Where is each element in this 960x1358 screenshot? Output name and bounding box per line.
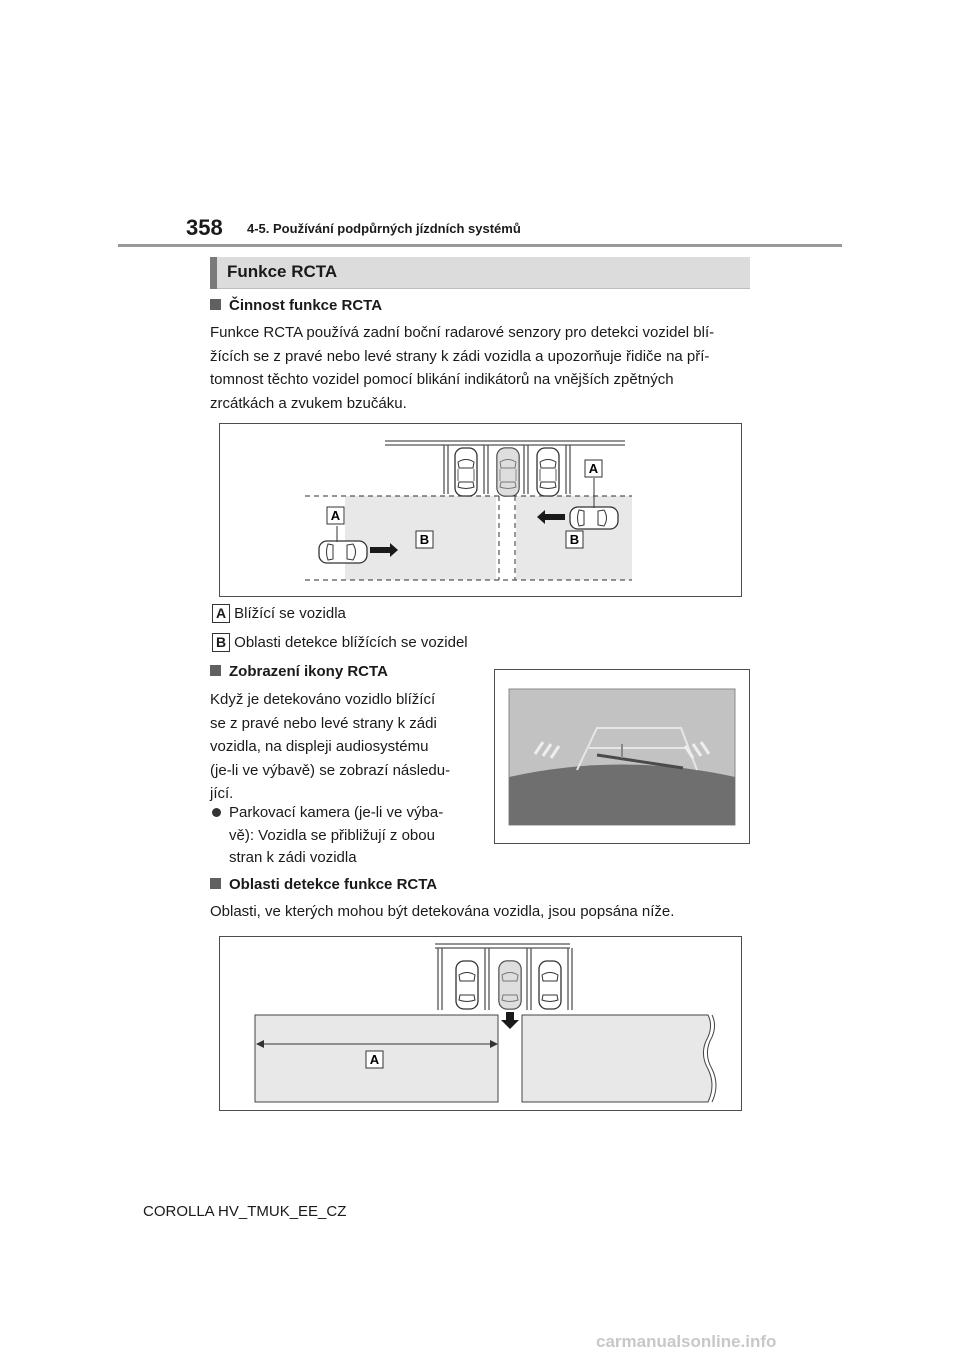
text-line: stran k zádi vozidla <box>229 849 357 866</box>
approaching-car-left-icon <box>319 541 367 563</box>
page-number: 358 <box>186 215 223 240</box>
approaching-car-right-icon <box>570 507 618 529</box>
detection-zone-right <box>522 1015 712 1102</box>
parked-car-icon <box>455 448 477 496</box>
bullet-dot-icon <box>212 808 221 817</box>
subheading-detection-areas <box>210 876 437 893</box>
figure-label-b: B <box>569 532 580 547</box>
legend-key-a: A <box>212 604 230 623</box>
camera-display-illustration <box>495 670 749 843</box>
text-line: Parkovací kamera (je-li ve výba- <box>229 804 444 821</box>
legend-key-b: B <box>212 633 230 652</box>
section-bar-marker <box>210 257 217 289</box>
text-line: (je-li ve výbavě) se zobrazí následu- <box>210 761 451 779</box>
figure-label-a: A <box>369 1052 380 1067</box>
legend-item-a <box>212 604 346 623</box>
parked-car-icon <box>456 961 478 1009</box>
legend-item-b <box>212 633 468 652</box>
figure-rcta-operation <box>219 423 742 597</box>
text-line: Funkce RCTA používá zadní boční radarové senzory pro detekci vozidel blí- <box>210 324 715 341</box>
legend-text-a: Blížící se vozidla <box>234 605 346 622</box>
square-bullet-icon <box>210 299 221 310</box>
rcta-description <box>210 321 760 415</box>
subheading-text: Zobrazení ikony RCTA <box>229 663 388 680</box>
footer-model-code: COROLLA HV_TMUK_EE_CZ <box>143 1203 347 1220</box>
rcta-icon-description <box>210 688 480 806</box>
figure-camera-display <box>494 669 750 844</box>
figure-label-a: A <box>588 461 599 476</box>
text-line: vozidla, na displeji audiosystému <box>210 738 429 755</box>
detection-areas-diagram <box>220 937 741 1110</box>
parked-car-icon <box>539 961 561 1009</box>
subheading-text: Činnost funkce RCTA <box>229 297 383 314</box>
parked-car-icon <box>537 448 559 496</box>
bullet-parking-camera <box>212 802 482 870</box>
text-line: se z pravé nebo levé strany k zádi <box>210 714 437 732</box>
text-line: jící. <box>210 785 234 802</box>
figure-detection-areas <box>219 936 742 1111</box>
bumper-view <box>509 765 735 826</box>
legend-text-b: Oblasti detekce blížících se vozidel <box>234 634 468 651</box>
running-head: 4-5. Používání podpůrných jízdních systémů <box>247 221 521 236</box>
square-bullet-icon <box>210 878 221 889</box>
square-bullet-icon <box>210 665 221 676</box>
text-line: tomnost těchto vozidel pomocí blikání indikátorů na vnějších zpětných <box>210 371 674 388</box>
text-line: žících se z pravé nebo levé strany k zádi vozidla a upozorňuje řidiče na pří- <box>210 347 710 365</box>
text-line: zrcátkách a zvukem bzučáku. <box>210 394 407 412</box>
section-title-bar <box>210 257 750 289</box>
subheading-rcta-operation <box>210 297 382 314</box>
watermark: carmanualsonline.info <box>596 1332 777 1351</box>
arrow-down-icon <box>501 1012 519 1029</box>
rcta-operation-diagram <box>220 424 741 596</box>
text-line: Když je detekováno vozidlo blížící <box>210 691 436 708</box>
subheading-text: Oblasti detekce funkce RCTA <box>229 876 438 893</box>
section-title: Funkce RCTA <box>227 262 338 281</box>
figure-label-a: A <box>330 508 341 523</box>
subheading-rcta-icon <box>210 663 388 680</box>
detection-areas-text: Oblasti, ve kterých mohou být detekována vozidla, jsou popsána níže. <box>210 903 675 920</box>
header-rule <box>118 244 842 247</box>
text-line: vě): Vozidla se přibližují z obou <box>229 826 435 844</box>
figure-label-b: B <box>419 532 430 547</box>
